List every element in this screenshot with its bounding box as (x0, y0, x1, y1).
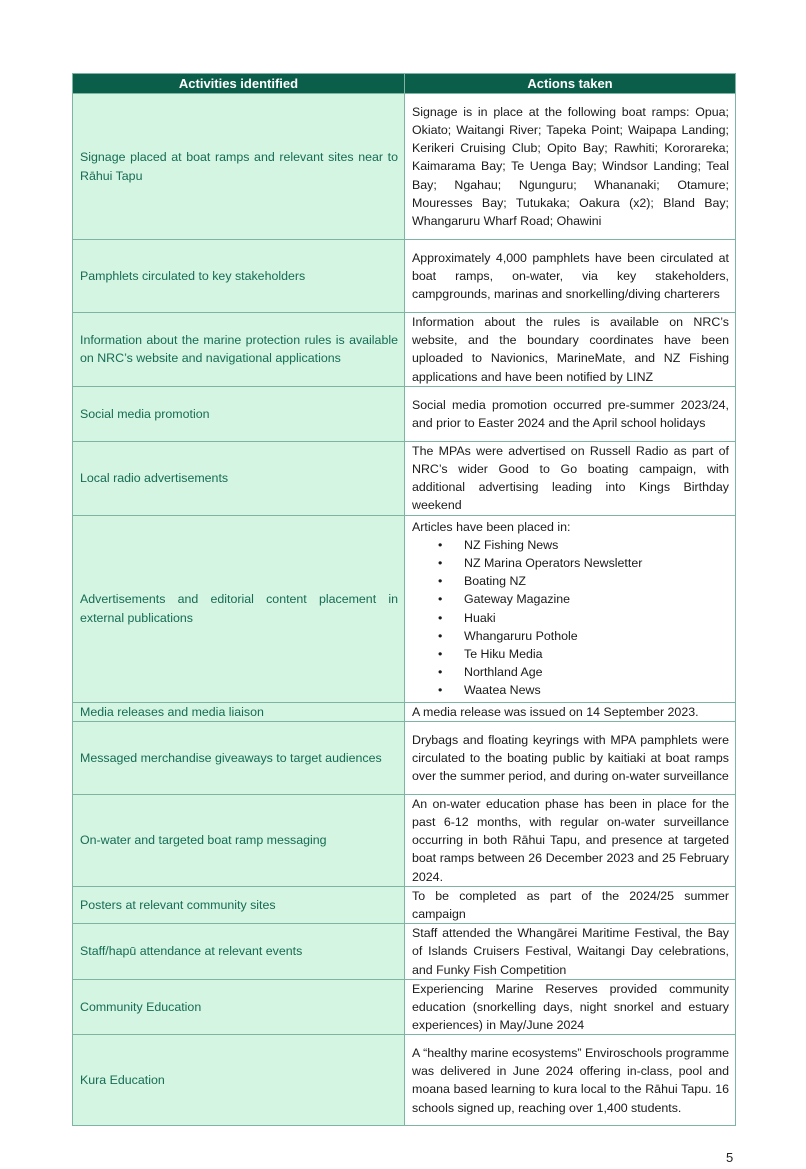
activity-text: Media releases and media liaison (80, 704, 264, 719)
action-cell: The MPAs were advertised on Russell Radio as part of NRC’s wider Good to Go boating campaign, with additional advertising leading into Kings Birthday weekend (405, 441, 736, 515)
list-item: • Waatea News (464, 681, 729, 699)
action-cell: Social media promotion occurred pre-summer 2023/24, and prior to Easter 2024 and the April school holidays (405, 386, 736, 441)
table-row (73, 979, 736, 1035)
table-row (73, 794, 736, 886)
activity-text: On-water and targeted boat ramp messaging (80, 833, 327, 848)
list-item: • Huaki (464, 609, 729, 627)
list-item: • Boating NZ (464, 572, 729, 590)
action-cell: A “healthy marine ecosystems” Enviroschools programme was delivered in June 2024 offering in-class, pool and moana based learning to kura local to the Rāhui Tapu. 16 schools signed up, reaching over 1,400 students. (405, 1035, 736, 1126)
action-cell (405, 515, 736, 702)
activity-cell (73, 886, 405, 923)
table-row (73, 721, 736, 794)
activity-cell (73, 979, 405, 1035)
list-item: • Te Hiku Media (464, 645, 729, 663)
activity-text: Pamphlets circulated to key stakeholders (80, 268, 306, 283)
action-cell: To be completed as part of the 2024/25 summer campaign (405, 886, 736, 923)
list-item: • NZ Fishing News (464, 536, 729, 554)
action-cell: Information about the rules is available on NRC’s website, and the boundary coordinates have been uploaded to Navionics, MarineMate, and NZ Fishing applications and have been notified by LINZ (405, 313, 736, 387)
table-row (73, 924, 736, 980)
activity-text: Local radio advertisements (80, 471, 229, 486)
activity-text: Messaged merchandise giveaways to target audiences (80, 750, 382, 765)
list-item: • NZ Marina Operators Newsletter (464, 554, 729, 572)
table-row (73, 886, 736, 923)
activity-cell (73, 924, 405, 980)
articles-intro: Articles have been placed in: (412, 519, 571, 534)
action-cell: A media release was issued on 14 September 2023. (405, 702, 736, 721)
activity-cell (73, 441, 405, 515)
activity-cell (73, 721, 405, 794)
table-row (73, 313, 736, 387)
activity-cell (73, 794, 405, 886)
table-row (73, 94, 736, 240)
activity-cell (73, 386, 405, 441)
table-row (73, 702, 736, 721)
action-cell: Experiencing Marine Reserves provided community education (snorkelling days, night snorkel and estuary experiences) in May/June 2024 (405, 979, 736, 1035)
table-row (73, 441, 736, 515)
activity-cell (73, 702, 405, 721)
action-cell: Drybags and floating keyrings with MPA pamphlets were circulated to the boating public by kaitiaki at boat ramps over the summer period, and during on-water surveillance (405, 721, 736, 794)
table-row (73, 1035, 736, 1126)
activity-cell (73, 240, 405, 313)
activity-text: Signage placed at boat ramps and relevant sites near to Rāhui Tapu (80, 150, 398, 183)
activity-cell (73, 94, 405, 240)
activity-text: Posters at relevant community sites (80, 897, 276, 912)
activities-actions-table (72, 73, 736, 1126)
publications-list (412, 536, 729, 700)
activity-text: Community Education (80, 1000, 202, 1015)
list-item: • Whangaruru Pothole (464, 627, 729, 645)
action-cell: An on-water education phase has been in place for the past 6-12 months, with regular on-water surveillance occurring in both Rāhui Tapu, and presence at targeted boat ramps between 26 December 2023 and 25 February 2024. (405, 794, 736, 886)
table-row (73, 240, 736, 313)
action-cell: Staff attended the Whangārei Maritime Festival, the Bay of Islands Cruisers Festival, Waitangi Day celebrations, and Funky Fish Competition (405, 924, 736, 980)
action-cell: Signage is in place at the following boat ramps: Opua; Okiato; Waitangi River; Tapeka Point; Waipapa Landing; Kerikeri Cruising Club; Opito Bay; Rawhiti; Kororareka; Kaimarama Bay; Te Uenga Bay; Windsor Landing; Teal Bay; Ngahau; Ngunguru; Whananaki; Otamure; Mouresses Bay; Tutukaka; Oakura (x2); Bland Bay; Whangaruru Wharf Road; Ohawini (405, 94, 736, 240)
list-item: • Gateway Magazine (464, 590, 729, 608)
table-header-row (73, 74, 736, 94)
header-actions-taken: Actions taken (405, 74, 736, 94)
table-row (73, 515, 736, 702)
activity-cell (73, 515, 405, 702)
activity-cell (73, 1035, 405, 1126)
header-activities-identified: Activities identified (73, 74, 405, 94)
activity-cell (73, 313, 405, 387)
table-row (73, 386, 736, 441)
activity-text: Information about the marine protection rules is available on NRC’s website and navigational applications (80, 333, 398, 366)
list-item: • Northland Age (464, 663, 729, 681)
activity-text: Advertisements and editorial content placement in external publications (80, 592, 398, 625)
page-number: 5 (726, 1150, 734, 1165)
activity-text: Staff/hapū attendance at relevant events (80, 944, 303, 959)
activity-text: Social media promotion (80, 406, 210, 421)
action-cell: Approximately 4,000 pamphlets have been circulated at boat ramps, on-water, via key stakeholders, campgrounds, marinas and snorkelling/diving charterers (405, 240, 736, 313)
activity-text: Kura Education (80, 1073, 165, 1088)
